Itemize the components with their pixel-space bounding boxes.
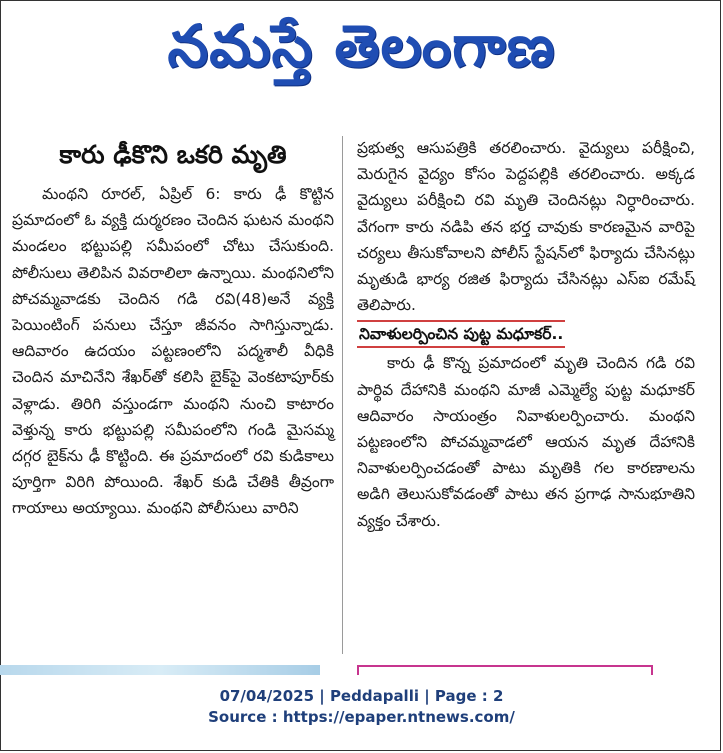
article-body-right: ప్రభుత్వ ఆసుపత్రికి తరలించారు. వైద్యులు పరీక్షించి, మెరుగైన వైద్యం కోసం పెద్దపల్లికి తరలించారు. అక్కడ వైద్యులు పరీక్షించి రవి మృతి చెందినట్లు నిర్ధారించారు. వేగంగా కారు నడిపి తన భర్త చావుకు కారణమైన వారిపై చర్యలు తీసుకోవాలని పోలీస్ స్టేషన్‌లో ఫిర్యాదు చేసినట్లు మృతుడి భార్య రజిత ఫిర్యాదు చేసినట్లు ఎస్ఐ రమేష్ తెలిపారు. [357, 139, 695, 315]
article-left-column [12, 135, 334, 522]
footer-source-link[interactable]: Source : https://epaper.ntnews.com/ [208, 708, 515, 726]
article-subheading: నివాళులర్పించిన పుట్ట మధూకర్.. [357, 320, 565, 348]
article-body-left: మంథని రూరల్, ఏప్రిల్ 6: కారు ఢీ కొట్టిన ప్రమాదంలో ఓ వ్యక్తి దుర్మరణం చెందిన ఘటన మంథని మండలం భట్టుపల్లి సమీపంలో చోటు చేసుకుంది. పోలీసులు తెలిపిన వివరాలిలా ఉన్నాయి. మంథనిలోని పోచమ్మవాడకు చెందిన గడి రవి(48)అనే వ్యక్తి పెయింటింగ్ పనులు చేస్తూ జీవనం సాగిస్తున్నాడు. ఆదివారం ఉదయం పట్టణంలోని పద్మశాలీ వీధికి చెందిన మాచినేని శేఖర్‌తో కలిసి బైక్‌పై వెంకటాపూర్‌కు వెళ్లాడు. తిరిగి వస్తుండగా మంథని నుంచి కాటారం వెళ్తున్న కారు భట్టుపల్లి సమీపంలోని గండి మైసమ్మ దగ్గర బైక్‌ను ఢీ కొట్టింది. ఈ ప్రమాదంలో రవి కుడికాలు పూర్తిగా విరిగి పోయింది. శేఖర్ కుడి చేతికి తీవ్రంగా గాయాలు అయ్యాయి. మంథని పోలీసులు వారిని [12, 185, 334, 518]
article-right-column [357, 135, 695, 534]
adjacent-content-strip-left [0, 665, 320, 675]
adjacent-content-strip-right [357, 665, 653, 675]
article-headline: కారు ఢీకొని ఒకరి మృతి [59, 140, 287, 169]
source-footer [0, 686, 723, 728]
article-body-closing: కారు ఢీ కొన్న ప్రమాదంలో మృతి చెందిన గడి రవి పార్థివ దేహానికి మంథని మాజీ ఎమ్మెల్యే పుట్ట మధూకర్ ఆదివారం సాయంత్రం నివాళులర్పించారు. మంథని పట్టణంలోని పోచమ్మవాడలో ఆయన మృత దేహానికి నివాళులర్పించడంతో పాటు మృతికి గల కారణాలను అడిగి తెలుసుకోవడంతో పాటు తన ప్రగాఢ సానుభూతిని వ్యక్తం చేశారు. [357, 354, 695, 530]
footer-date-edition: 07/04/2025 | Peddapalli | Page : 2 [219, 687, 504, 705]
column-divider [342, 136, 343, 654]
newspaper-masthead: నమస్తే తెలంగాణ [167, 12, 556, 80]
